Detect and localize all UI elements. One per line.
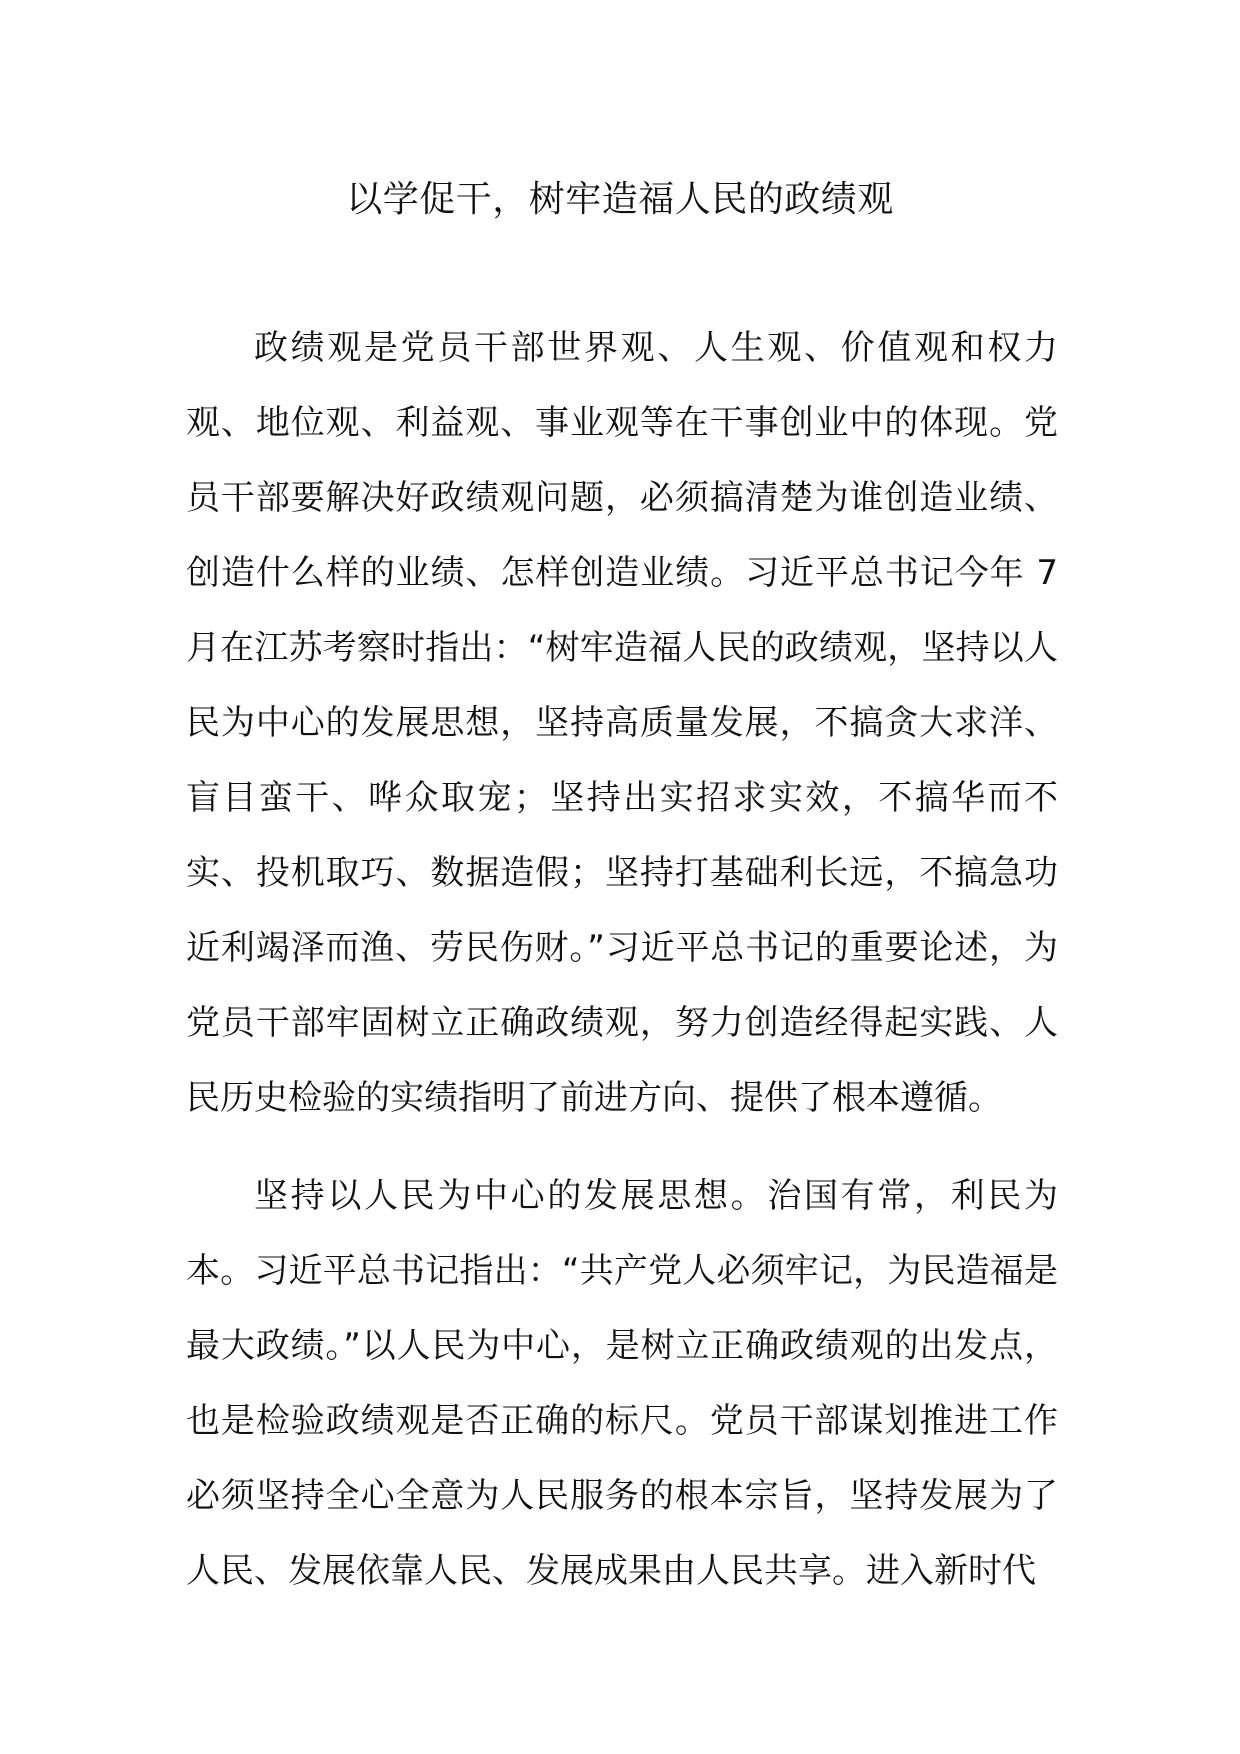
paragraph-1: 政绩观是党员干部世界观、人生观、价值观和权力观、地位观、利益观、事业观等在干事创业中的体现。党员干部要解决好政绩观问题，必须搞清楚为谁创造业绩、创造什么样的业绩、怎样创造业绩。习近平总书记今年 7 月在江苏考察时指出：“树牢造福人民的政绩观，坚持以人民为中心的发展思想，坚持高质量发展，不搞贪大求洋、盲目蛮干、哗众取宠；坚持出实招求实效，不搞华而不实、投机取巧、数据造假；坚持打基础利长远，不搞急功近利竭泽而渔、劳民伤财。”习近平总书记的重要论述，为党员干部牢固树立正确政绩观，努力创造经得起实践、人民历史检验的实绩指明了前进方向、提供了根本遵循。 <box>186 328 1058 1118</box>
document-title: 以学促干，树牢造福人民的政绩观 <box>346 179 894 220</box>
document-body <box>186 311 1058 1632</box>
paragraph-2: 坚持以人民为中心的发展思想。治国有常，利民为本。习近平总书记指出：“共产党人必须牢记，为民造福是最大政绩。”以人民为中心，是树立正确政绩观的出发点，也是检验政绩观是否正确的标尺。党员干部谋划推进工作必须坚持全心全意为人民服务的根本宗旨，坚持发展为了人民、发展依靠人民、发展成果由人民共享。进入新时代 <box>186 1176 1058 1591</box>
